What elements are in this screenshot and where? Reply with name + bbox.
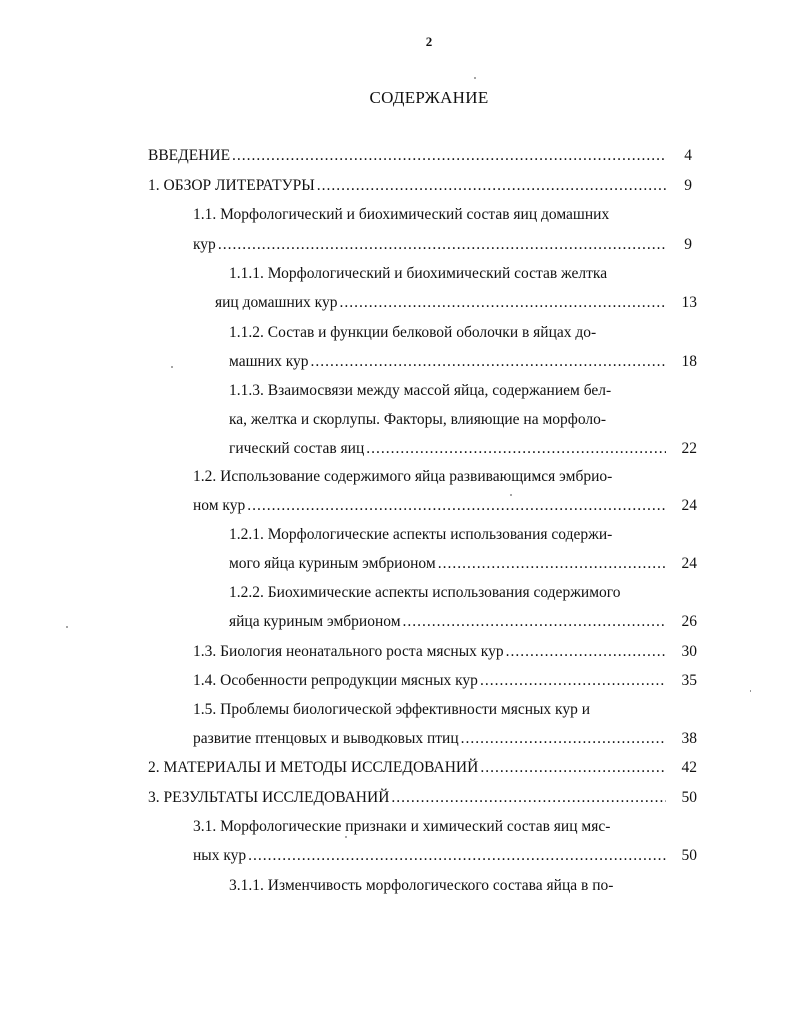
toc-leader (480, 671, 666, 691)
toc-entry-title-cont: ка, желтка и скорлупы. Факторы, влияющие на морфоло- (229, 411, 607, 428)
toc-page-number: 38 (681, 730, 697, 747)
scan-speck (171, 366, 173, 368)
toc-leader (506, 642, 666, 662)
toc-entry-title-cont: развитие птенцовых и выводковых птиц (193, 730, 459, 747)
toc-entry-subsection-1-1-2-cont (229, 352, 668, 372)
toc-page-number: 50 (681, 789, 697, 806)
toc-entry-title: 3.1.1. Изменчивость морфологического состава яйца в по- (229, 877, 614, 894)
toc-page-number: 13 (681, 294, 697, 311)
toc-entry-section-1-5-cont (193, 729, 668, 749)
toc-entry-subsection-1-2-2 (229, 583, 620, 603)
toc-page-number: 50 (681, 847, 697, 864)
toc-page-number: 9 (684, 177, 692, 194)
toc-page-number: 4 (684, 147, 692, 164)
toc-entry-section-1-1 (193, 205, 609, 225)
toc-entry-title: 1.1.1. Морфологический и биохимический состав желтка (229, 265, 608, 282)
toc-entry-title: 3. РЕЗУЛЬТАТЫ ИССЛЕДОВАНИЙ (148, 789, 390, 806)
toc-entry-subsection-1-1-1 (229, 264, 607, 284)
toc-leader (232, 146, 666, 166)
toc-leader (480, 758, 666, 778)
toc-entry-section-1-1-cont (193, 235, 668, 255)
toc-entry-title-cont: мого яйца куриным эмбрионом (229, 555, 436, 572)
toc-page-number: 26 (681, 613, 697, 630)
toc-entry-subsection-1-2-2-cont (229, 612, 668, 632)
toc-entry-title: 1.5. Проблемы биологической эффективности мясных кур и (193, 701, 591, 718)
toc-entry-title: 1.1.3. Взаимосвязи между массой яйца, содержанием бел- (229, 382, 612, 399)
toc-entry-title-cont: ном кур (193, 497, 246, 514)
toc-leader (403, 612, 666, 632)
toc-entry-section-1-2-cont (193, 496, 668, 516)
toc-leader (317, 176, 666, 196)
toc-entry-title: 1.3. Биология неонатального роста мясных кур (193, 643, 504, 660)
toc-entry-title: ВВЕДЕНИЕ (148, 147, 231, 164)
toc-leader (366, 439, 666, 459)
toc-entry-title-cont: ных кур (193, 847, 247, 864)
toc-page-number: 18 (681, 353, 697, 370)
scan-speck (510, 494, 512, 496)
toc-page-number: 24 (681, 497, 697, 514)
toc-page-number: 35 (681, 672, 697, 689)
toc-entry-subsection-3-1-1 (229, 876, 613, 896)
toc-entry-subsection-1-1-1-cont (215, 293, 668, 313)
toc-entry-section-1-4 (193, 671, 668, 691)
toc-entry-title: 1.2.1. Морфологические аспекты использования содержи- (229, 526, 613, 543)
toc-leader (438, 554, 666, 574)
toc-entry-subsection-1-1-3-cont2 (229, 439, 668, 459)
toc-entry-title: 1.2.2. Биохимические аспекты использования содержимого (229, 584, 621, 601)
toc-entry-section-1-3 (193, 642, 668, 662)
toc-entry-title: 1.2. Использование содержимого яйца развивающимся эмбрио- (193, 468, 613, 485)
toc-entry-section-1-5 (193, 700, 590, 720)
toc-entry-section-3-1 (193, 817, 610, 837)
toc-entry-title-cont: яйца куриным эмбрионом (229, 613, 401, 630)
toc-entry-title-cont: гический состав яиц (229, 440, 365, 457)
toc-leader (339, 293, 666, 313)
toc-entry-title: 2. МАТЕРИАЛЫ И МЕТОДЫ ИССЛЕДОВАНИЙ (148, 759, 479, 776)
toc-leader (218, 235, 666, 255)
toc-entry-subsection-1-2-1-cont (229, 554, 668, 574)
toc-page-number: 42 (681, 759, 697, 776)
toc-leader (391, 788, 666, 808)
toc-entry-title: 1. ОБЗОР ЛИТЕРАТУРЫ (148, 177, 315, 194)
toc-entry-title-cont: машних кур (229, 353, 309, 370)
scan-speck (474, 77, 476, 79)
page-number: 2 (425, 34, 433, 49)
toc-leader (461, 729, 666, 749)
toc-entry-subsection-1-1-3 (229, 381, 611, 401)
toc-entry-section-3-1-cont (193, 846, 668, 866)
toc-leader (247, 496, 666, 516)
toc-entry-subsection-1-1-3-cont (229, 410, 606, 430)
toc-entry-chapter-2 (148, 758, 668, 778)
toc-entry-subsection-1-2-1 (229, 525, 612, 545)
toc-entry-title-cont: кур (193, 236, 216, 253)
scan-speck (750, 690, 751, 692)
toc-leader (311, 352, 666, 372)
toc-page-number: 22 (681, 440, 697, 457)
scan-speck (66, 626, 68, 628)
toc-page-number: 24 (681, 555, 697, 572)
toc-entry-introduction (148, 146, 668, 166)
toc-entry-title: 1.4. Особенности репродукции мясных кур (193, 672, 478, 689)
toc-entry-title: 3.1. Морфологические признаки и химический состав яиц мяс- (193, 818, 611, 835)
scan-speck (345, 836, 347, 838)
toc-entry-chapter-3 (148, 788, 668, 808)
toc-page-number: 30 (681, 643, 697, 660)
toc-entry-subsection-1-1-2 (229, 323, 596, 343)
toc-leader (248, 846, 666, 866)
toc-entry-title: 1.1. Морфологический и биохимический состав яиц домашних (193, 206, 610, 223)
toc-entry-title-cont: яиц домашних кур (215, 294, 338, 311)
toc-page-number: 9 (684, 236, 692, 253)
toc-entry-title: 1.1.2. Состав и функции белковой оболочки в яйцах до- (229, 324, 597, 341)
toc-entry-chapter-1 (148, 176, 668, 196)
toc-entry-section-1-2 (193, 467, 612, 487)
toc-heading: СОДЕРЖАНИЕ (369, 88, 489, 107)
